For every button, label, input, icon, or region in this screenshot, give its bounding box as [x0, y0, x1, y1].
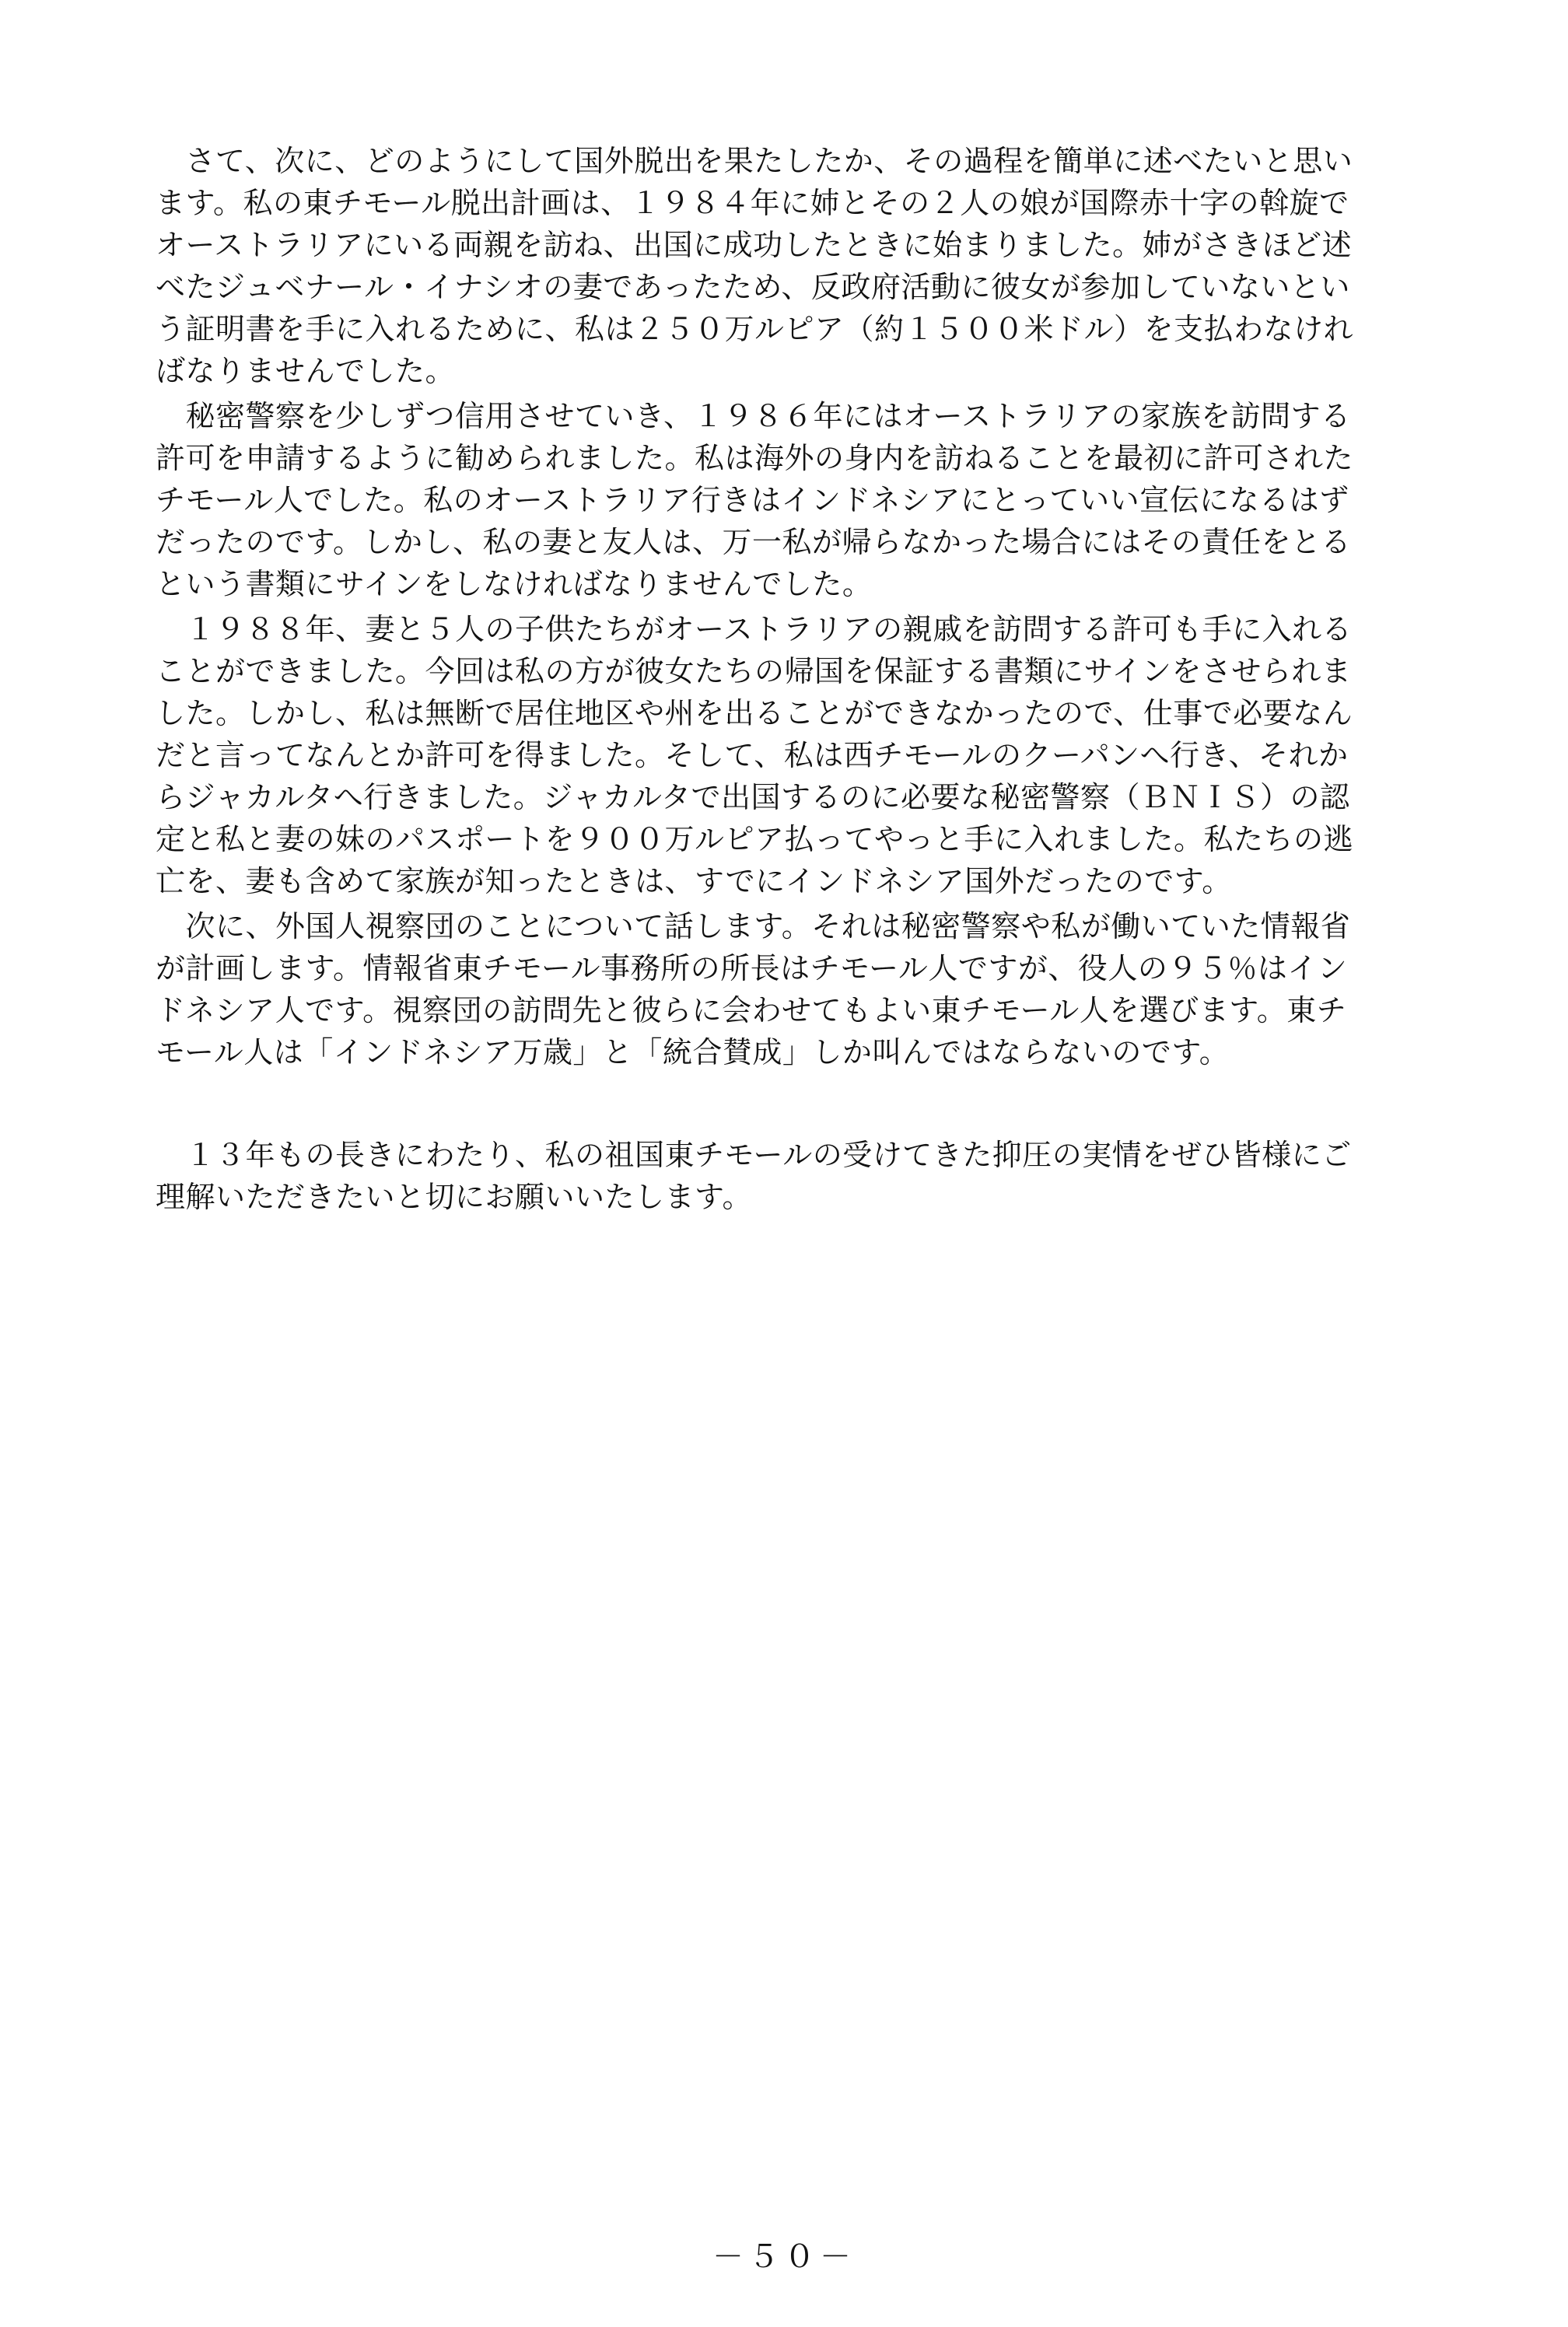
text-line: モール人は「インドネシア万歳」と「統合賛成」しか叫んではならないのです。: [156, 1035, 1230, 1069]
text-line: 次に、外国人視察団のことについて話します。それは秘密警察や私が働いていた情報省: [156, 909, 1351, 943]
paragraph-foreign-delegations: [156, 905, 1517, 1073]
text-line: 秘密警察を少しずつ信用させていき、１９８６年にはオーストラリアの家族を訪問する: [156, 399, 1351, 433]
text-line: だと言ってなんとか許可を得ました。そして、私は西チモールのクーパンへ行き、それか: [156, 738, 1349, 772]
paragraph-closing-appeal: [156, 1134, 1517, 1218]
text-line: 許可を申請するように勧められました。私は海外の身内を訪ねることを最初に許可された: [156, 441, 1354, 475]
paragraph-spacer: [156, 1073, 1517, 1134]
body-text: [156, 140, 1517, 1218]
text-line: した。しかし、私は無断で居住地区や州を出ることができなかったので、仕事で必要なん: [156, 696, 1353, 730]
text-line: オーストラリアにいる両親を訪ね、出国に成功したときに始まりました。姉がさきほど述: [156, 228, 1353, 262]
text-line: が計画します。情報省東チモール事務所の所長はチモール人ですが、役人の９５％はイン: [156, 951, 1348, 985]
text-line: 定と私と妻の妹のパスポートを９００万ルピア払ってやっと手に入れました。私たちの逃: [156, 822, 1354, 856]
text-line: 亡を、妻も含めて家族が知ったときは、すでにインドネシア国外だったのです。: [156, 864, 1232, 898]
text-line: ことができました。今回は私の方が彼女たちの帰国を保証する書類にサインをさせられま: [156, 654, 1352, 688]
text-line: ます。私の東チモール脱出計画は、１９８４年に姉とその２人の娘が国際赤十字の斡旋で: [156, 186, 1349, 220]
text-line: １９８８年、妻と５人の子供たちがオーストラリアの親戚を訪問する許可も手に入れる: [156, 612, 1353, 646]
paragraph-family-escape: [156, 608, 1517, 902]
text-line: さて、次に、どのようにして国外脱出を果たしたか、その過程を簡単に述べたいと思い: [156, 144, 1353, 178]
paragraph-secret-police: [156, 395, 1517, 605]
paragraph-escape-process: [156, 140, 1517, 392]
text-line: チモール人でした。私のオーストラリア行きはインドネシアにとっていい宣伝になるはず: [156, 483, 1349, 517]
text-line: という書類にサインをしなければなりませんでした。: [156, 567, 873, 601]
page-number: －５０－: [712, 2239, 856, 2275]
text-line: １３年もの長きにわたり、私の祖国東チモールの受けてきた抑圧の実情をぜひ皆様にご: [156, 1138, 1352, 1172]
text-line: ドネシア人です。視察団の訪問先と彼らに会わせてもよい東チモール人を選びます。東チ: [156, 993, 1347, 1027]
text-line: う証明書を手に入れるために、私は２５０万ルピア（約１５００米ドル）を支払わなけれ: [156, 312, 1354, 346]
text-line: 理解いただきたいと切にお願いいたします。: [156, 1180, 752, 1214]
text-line: ばなりませんでした。: [156, 354, 456, 388]
text-line: べたジュベナール・イナシオの妻であったため、反政府活動に彼女が参加していないとい: [156, 270, 1350, 304]
text-line: らジャカルタへ行きました。ジャカルタで出国するのに必要な秘密警察（ＢＮＩＳ）の認: [156, 780, 1350, 814]
text-line: だったのです。しかし、私の妻と友人は、万一私が帰らなかった場合にはその責任をとる: [156, 525, 1351, 559]
